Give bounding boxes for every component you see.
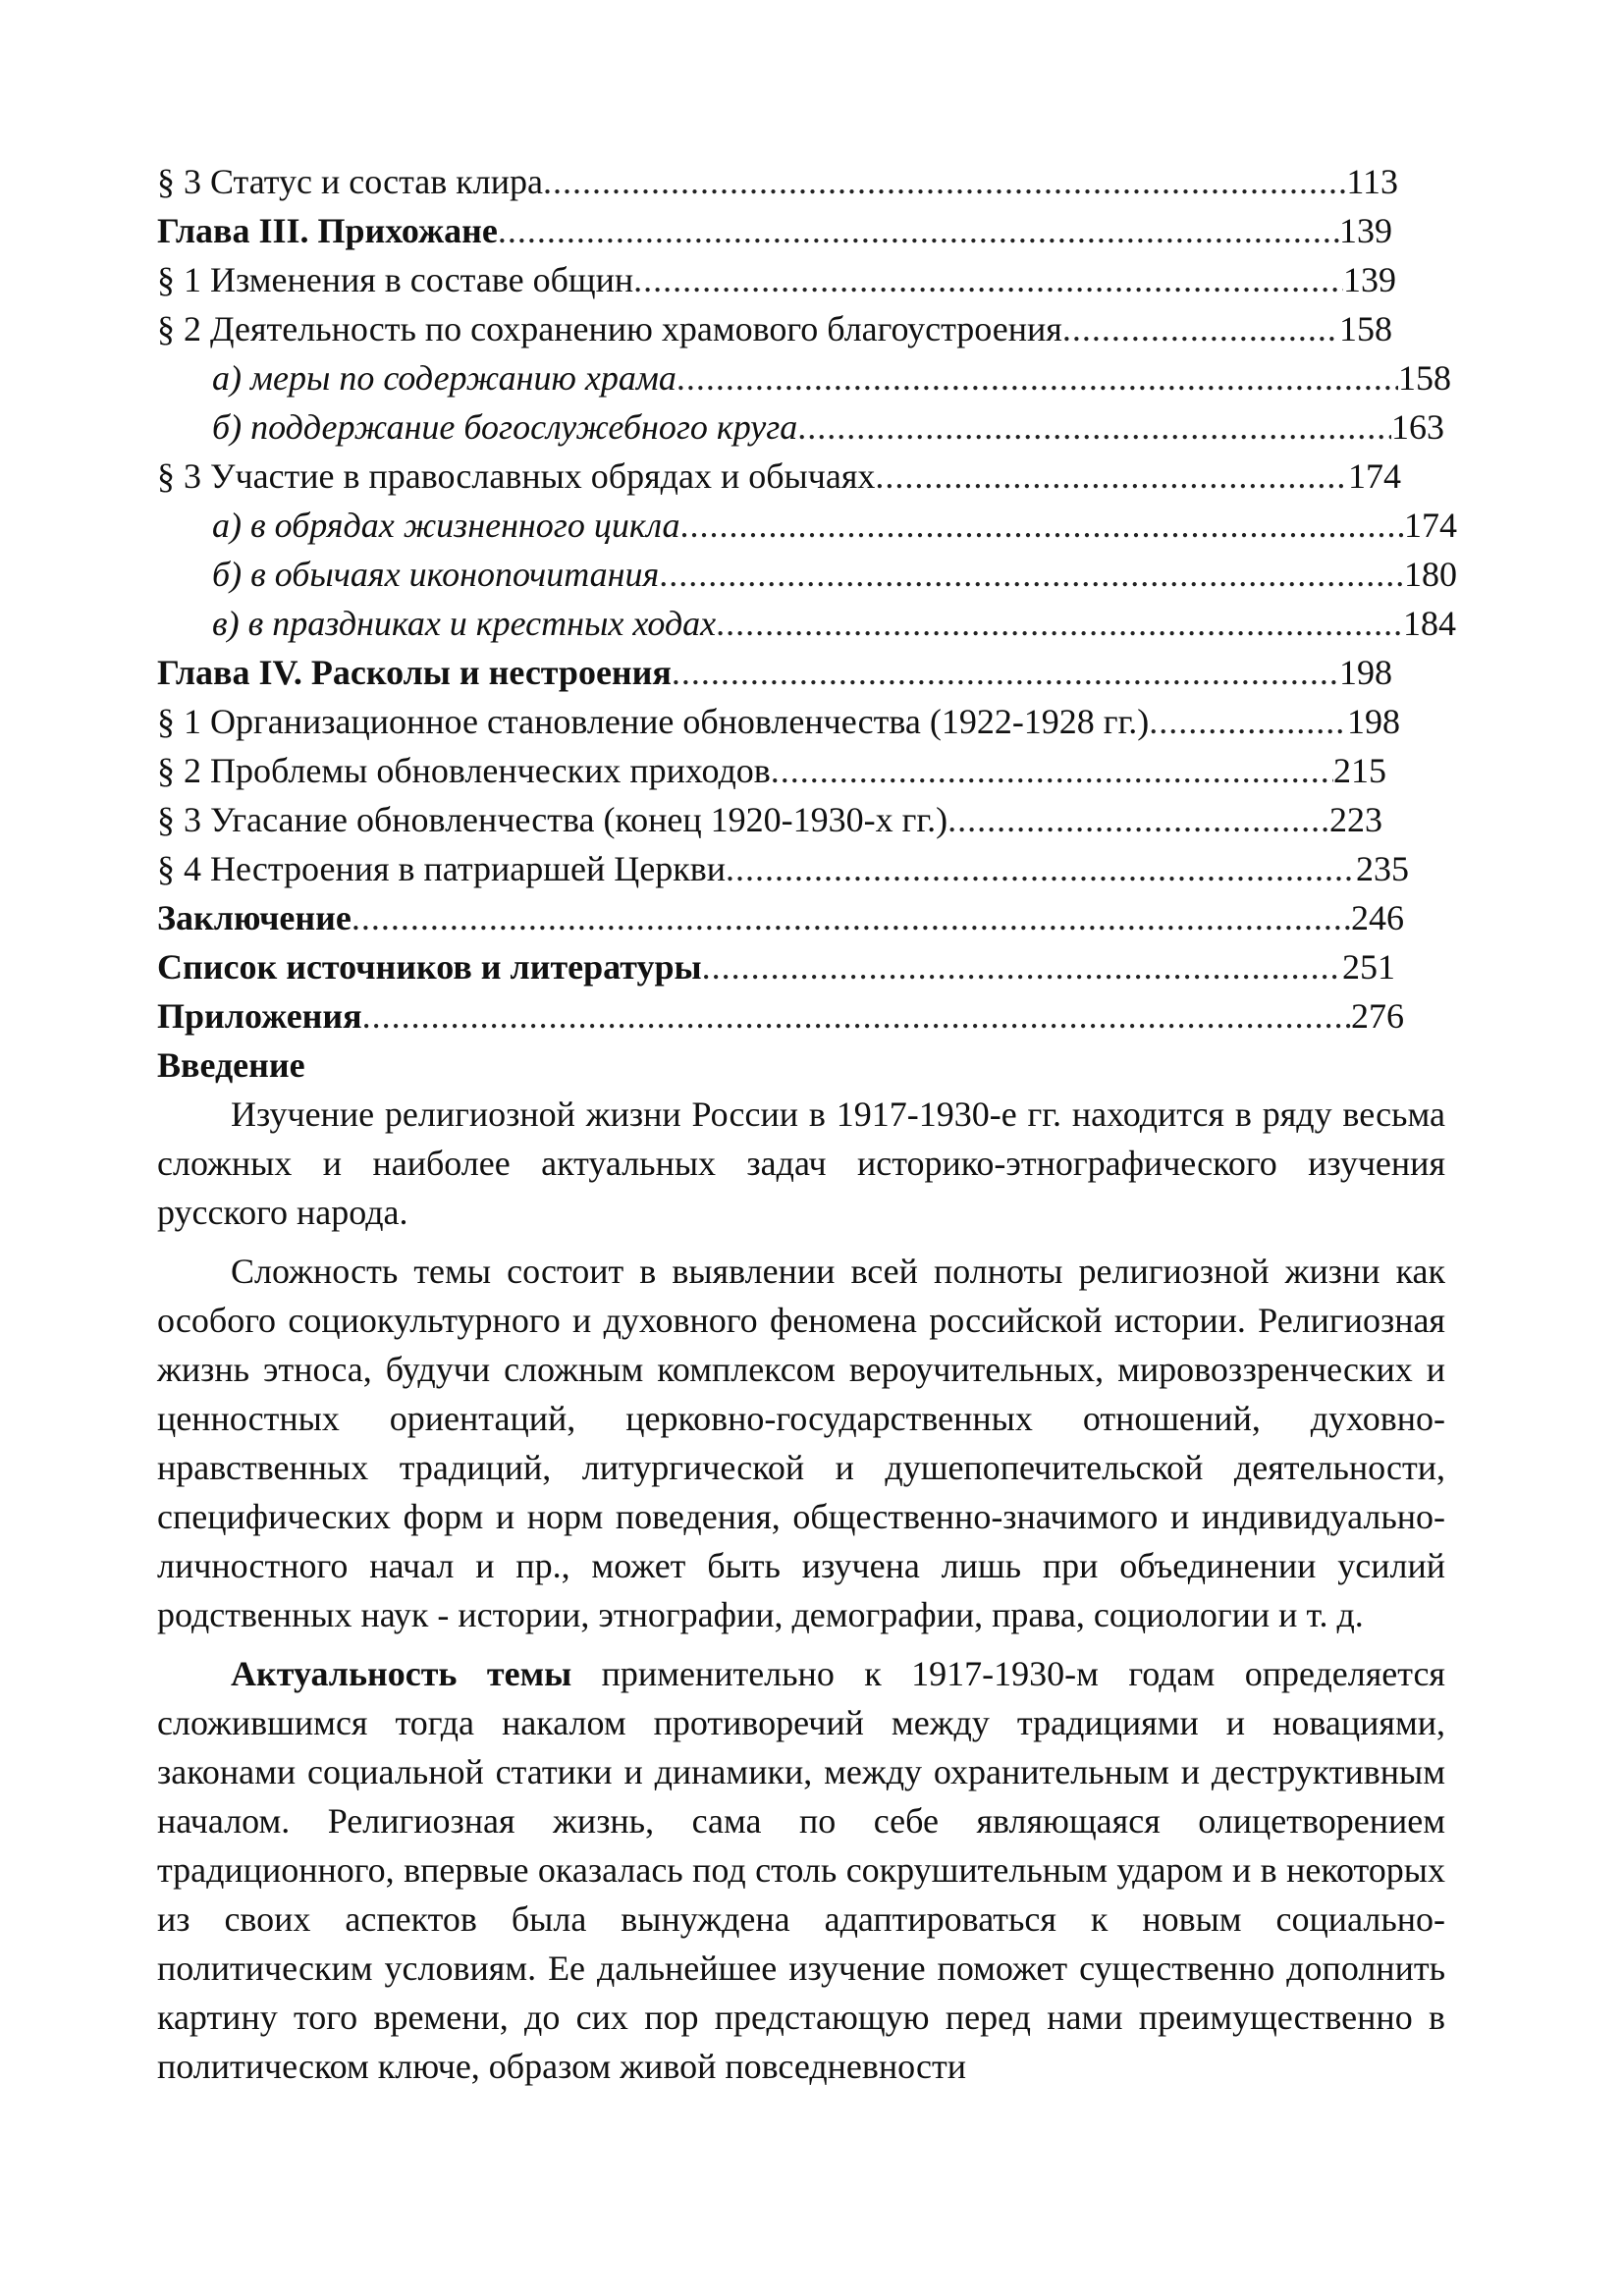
toc-entry-page: 139 xyxy=(1343,260,1396,299)
intro-paragraph-2: Сложность темы состоит в выявлении всей полноты религиозной жизни как особого социокультурного и духовного феномена российской истории. Религиозная жизнь этноса, будучи сложным комплексом вероучительных, мировоззренческих и ценностных ориентаций, церковно-государственных отношений, духовно-нравственных традиций, литургической и душепопечительской деятельности, специфических форм и норм поведения, общественно-значимого и индивидуально-личностного начал и пр., может быть изучена лишь при объединении усилий родственных наук - истории, этнографии, демографии, права, социологии и т. д. xyxy=(157,1252,1445,1634)
toc-subentry[interactable] xyxy=(157,402,1444,452)
toc-entry-page: 198 xyxy=(1339,653,1392,692)
toc-leader-dots xyxy=(362,991,1351,1041)
toc-entry-page: 158 xyxy=(1339,309,1392,348)
toc-entry[interactable] xyxy=(157,452,1401,501)
toc-leader-dots xyxy=(633,255,1343,304)
toc-leader-dots xyxy=(659,550,1404,599)
relevance-text: применительно к 1917-1930-м годам определяется сложившимся тогда накалом противоречий между традициями и новациями, законами социальной статики и динамики, между охранительным и деструктивным началом. Религиозная жизнь, сама по себе являющаяся олицетворением традиционного, впервые оказалась под столь сокрушительным ударом и в некоторых из своих аспектов была вынуждена адаптироваться к новым социально-политическим условиям. Ее дальнейшее изучение поможет существенно дополнить картину того времени, до сих пор предстающую перед нами преимущественно в политическом ключе, образом живой повседневности xyxy=(157,1654,1445,2086)
toc-entry[interactable] xyxy=(157,991,1404,1041)
toc-entry-title: § 3 Статус и состав клира xyxy=(157,162,543,201)
toc-entry-title: в) в праздниках и крестных ходах xyxy=(212,604,717,643)
toc-leader-dots xyxy=(875,452,1348,501)
toc-entry-page: 158 xyxy=(1398,358,1451,398)
toc-entry-title: § 3 Угасание обновленчества (конец 1920-1930-х гг.) xyxy=(157,800,948,839)
toc-entry-page: 215 xyxy=(1333,751,1386,790)
toc-leader-dots xyxy=(352,893,1351,942)
toc-entry-page: 198 xyxy=(1347,702,1400,741)
toc-entry-title: Заключение xyxy=(157,898,352,937)
intro-heading: Введение xyxy=(157,1045,305,1085)
toc-leader-dots xyxy=(702,942,1342,991)
toc-leader-dots xyxy=(947,795,1329,844)
toc-leader-dots xyxy=(543,157,1346,206)
intro-paragraph-3 xyxy=(157,1649,1445,2091)
toc-entry-page: 174 xyxy=(1404,506,1457,545)
table-of-contents xyxy=(157,157,1457,1041)
relevance-lead: Актуальность темы xyxy=(231,1654,572,1693)
toc-subentry[interactable] xyxy=(157,550,1457,599)
toc-entry[interactable] xyxy=(157,648,1392,697)
toc-entry-page: 235 xyxy=(1356,849,1409,888)
toc-leader-dots xyxy=(680,501,1404,550)
toc-leader-dots xyxy=(498,206,1339,255)
toc-entry-title: Приложения xyxy=(157,996,362,1036)
toc-entry[interactable] xyxy=(157,304,1392,353)
toc-entry-title: § 2 Проблемы обновленческих приходов xyxy=(157,751,771,790)
toc-entry-title: б) в обычаях иконопочитания xyxy=(212,555,660,594)
toc-leader-dots xyxy=(716,599,1403,648)
toc-entry[interactable] xyxy=(157,844,1409,893)
toc-leader-dots xyxy=(797,402,1391,452)
toc-entry[interactable] xyxy=(157,697,1400,746)
toc-entry-title: § 1 Организационное становление обновленчества (1922-1928 гг.) xyxy=(157,702,1150,741)
toc-entry-title: б) поддержание богослужебного круга xyxy=(212,407,798,447)
toc-entry-title: а) в обрядах жизненного цикла xyxy=(212,506,680,545)
document-page xyxy=(157,157,1457,2101)
toc-entry-page: 174 xyxy=(1348,456,1401,496)
toc-entry-page: 113 xyxy=(1346,162,1398,201)
toc-entry-page: 223 xyxy=(1329,800,1382,839)
toc-entry-title: Глава III. Прихожане xyxy=(157,211,498,250)
toc-entry-title: § 2 Деятельность по сохранению храмового благоустроения xyxy=(157,309,1062,348)
toc-entry-title: § 4 Нестроения в патриаршей Церкви xyxy=(157,849,726,888)
toc-entry-page: 163 xyxy=(1391,407,1444,447)
toc-entry-page: 180 xyxy=(1404,555,1457,594)
intro-paragraph-1: Изучение религиозной жизни России в 1917-1930-е гг. находится в ряду весьма сложных и наиболее актуальных задач историко-этнографического изучения русского народа. xyxy=(157,1095,1445,1232)
toc-entry[interactable] xyxy=(157,157,1398,206)
toc-subentry[interactable] xyxy=(157,599,1456,648)
toc-entry[interactable] xyxy=(157,942,1395,991)
toc-leader-dots xyxy=(672,648,1339,697)
toc-entry[interactable] xyxy=(157,746,1386,795)
toc-leader-dots xyxy=(726,844,1356,893)
toc-subentry[interactable] xyxy=(157,353,1451,402)
toc-leader-dots xyxy=(1149,697,1347,746)
toc-entry-page: 184 xyxy=(1403,604,1456,643)
toc-entry-page: 276 xyxy=(1351,996,1404,1036)
toc-leader-dots xyxy=(771,746,1333,795)
toc-leader-dots xyxy=(676,353,1398,402)
toc-subentry[interactable] xyxy=(157,501,1457,550)
toc-entry[interactable] xyxy=(157,893,1404,942)
toc-entry[interactable] xyxy=(157,795,1382,844)
toc-entry[interactable] xyxy=(157,206,1392,255)
toc-entry-title: а) меры по содержанию храма xyxy=(212,358,676,398)
toc-entry-title: § 3 Участие в православных обрядах и обычаях xyxy=(157,456,876,496)
toc-entry-title: Глава IV. Расколы и нестроения xyxy=(157,653,672,692)
toc-entry-page: 139 xyxy=(1339,211,1392,250)
toc-entry-page: 251 xyxy=(1342,947,1395,987)
toc-leader-dots xyxy=(1062,304,1339,353)
toc-entry[interactable] xyxy=(157,255,1396,304)
toc-entry-title: Список источников и литературы xyxy=(157,947,702,987)
toc-entry-title: § 1 Изменения в составе общин xyxy=(157,260,634,299)
toc-entry-page: 246 xyxy=(1351,898,1404,937)
